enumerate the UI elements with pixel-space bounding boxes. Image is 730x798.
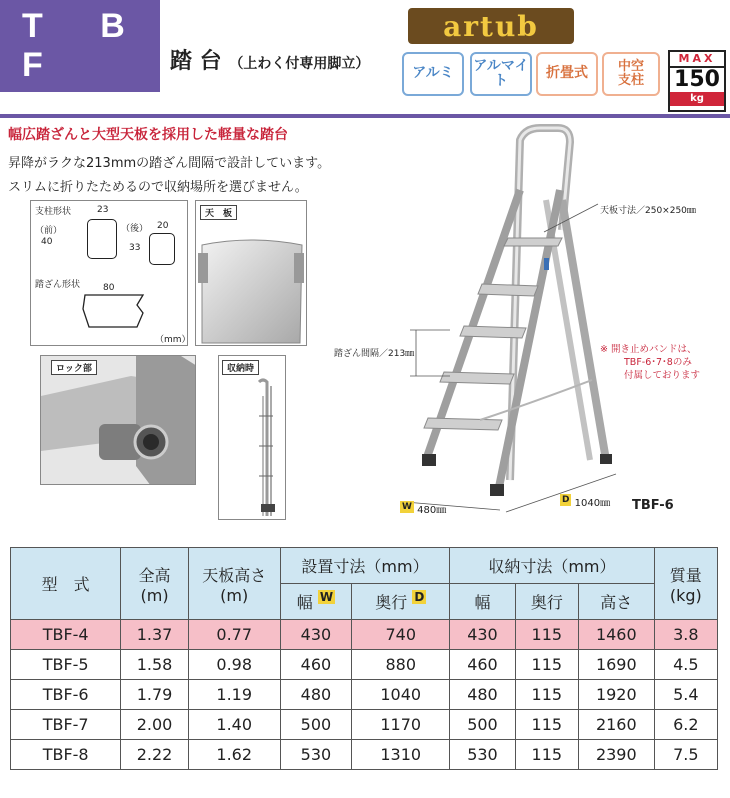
width-value: 480㎜ (417, 505, 447, 516)
top-plate-label: 天 板 (200, 205, 237, 220)
ladder-diagram (330, 120, 730, 530)
description-line-2: スリムに折りたためるので収納場所を選びません。 (8, 180, 308, 195)
table-row (11, 710, 718, 740)
header-weight-unit: (kg) (669, 585, 702, 605)
lock-part-label: ロック部 (51, 360, 97, 375)
table-cell: 530 (280, 740, 352, 770)
header-weight-label: 質量 (669, 565, 702, 585)
max-load-badge (668, 50, 726, 112)
table-row (11, 620, 718, 650)
header-install: 設置寸法（mm） (280, 548, 450, 584)
title-main: 踏 台 (170, 49, 222, 74)
top-plate-photo (196, 231, 306, 345)
table-cell: 5.4 (654, 680, 717, 710)
table-cell: 115 (515, 620, 578, 650)
header-install-depth-label: 奥行 (375, 593, 408, 612)
model-code: T B F (0, 0, 160, 92)
front-label: （前） (35, 226, 63, 236)
badge-hollow-line2: 支柱 (617, 73, 644, 88)
table-cell: 430 (280, 620, 352, 650)
table-cell: TBF-4 (11, 620, 121, 650)
description-line-1: 昇降がラクな213mmの踏ざん間隔で設計しています。 (8, 156, 331, 171)
header-top-height-label: 天板高さ (202, 565, 267, 585)
profile-shapes-panel (30, 200, 191, 346)
depth-dimension (560, 494, 610, 509)
stowed-label: 収納時 (222, 360, 259, 375)
step-width: 80 (103, 283, 115, 293)
table-cell: 1310 (352, 740, 450, 770)
divider (0, 114, 730, 118)
table-cell: 6.2 (654, 710, 717, 740)
table-row (11, 740, 718, 770)
header-height-label: 全高 (138, 565, 171, 585)
max-unit: kg (670, 92, 724, 106)
stowed-panel (218, 355, 286, 520)
front-width: 23 (97, 205, 109, 215)
table-cell: TBF-8 (11, 740, 121, 770)
d-tag: D (414, 590, 425, 604)
table-cell: 0.98 (188, 650, 280, 680)
brand-logo: artub (408, 8, 574, 44)
header-install-width-label: 幅 (296, 593, 313, 612)
table-cell: 1.58 (121, 650, 188, 680)
table-cell: 2160 (579, 710, 655, 740)
badge-hollow-pillar (602, 52, 660, 96)
product-title (170, 44, 369, 75)
table-cell: 115 (515, 680, 578, 710)
tagline: 幅広踏ざんと大型天板を採用した軽量な踏台 (8, 127, 288, 143)
table-cell: TBF-5 (11, 650, 121, 680)
table-cell: 1.62 (188, 740, 280, 770)
band-note-line-1: ※ 開き止めバンドは、 (600, 344, 697, 355)
lock-part-panel (40, 355, 196, 485)
table-cell: 500 (450, 710, 515, 740)
table-cell: 500 (280, 710, 352, 740)
header-height-unit: (m) (140, 585, 169, 605)
table-cell: 480 (280, 680, 352, 710)
table-cell: 0.77 (188, 620, 280, 650)
band-note-line-2: TBF-6･7･8のみ (624, 357, 692, 368)
top-plate-dimension: 天板寸法／250×250㎜ (600, 206, 696, 216)
table-cell: 115 (515, 710, 578, 740)
table-cell: 115 (515, 650, 578, 680)
table-cell: 740 (352, 620, 450, 650)
table-row (11, 680, 718, 710)
spec-table-body (11, 620, 718, 770)
width-dimension (400, 501, 446, 516)
header-model: 型 式 (11, 548, 121, 620)
header-storage: 収納寸法（mm） (450, 548, 654, 584)
depth-value: 1040㎜ (574, 498, 611, 509)
header-install-width (280, 584, 352, 620)
spec-table (10, 547, 718, 770)
max-value: 150 (674, 67, 720, 92)
diagram-model-label: TBF-6 (632, 498, 674, 513)
table-cell: 115 (515, 740, 578, 770)
table-cell: 2.22 (121, 740, 188, 770)
top-plate-panel (195, 200, 307, 346)
header-install-depth (352, 584, 450, 620)
depth-tag: D (562, 495, 570, 505)
step-shape-label: 踏ざん形状 (35, 280, 81, 290)
table-cell: 1.19 (188, 680, 280, 710)
table-cell: 2.00 (121, 710, 188, 740)
lock-part-photo (41, 356, 196, 485)
badge-alumite: アルマイト (470, 52, 532, 96)
table-cell: 460 (280, 650, 352, 680)
back-width: 20 (157, 221, 169, 231)
band-note (600, 343, 700, 382)
table-cell: 3.8 (654, 620, 717, 650)
table-cell: 1170 (352, 710, 450, 740)
header-storage-width: 幅 (450, 584, 515, 620)
table-cell: 480 (450, 680, 515, 710)
table-cell: 460 (450, 650, 515, 680)
unit-label: （mm） (155, 335, 191, 345)
table-cell: TBF-7 (11, 710, 121, 740)
max-label: MAX (670, 52, 724, 68)
badge-hollow-line1: 中空 (617, 58, 644, 74)
back-label: （後） (121, 224, 149, 234)
header-top-height (188, 548, 280, 620)
stowed-ladder-photo (219, 376, 286, 520)
badge-folding: 折畳式 (536, 52, 598, 96)
table-row (11, 650, 718, 680)
front-height: 40 (41, 237, 53, 247)
header-storage-depth: 奥行 (515, 584, 578, 620)
step-shape (79, 291, 149, 335)
width-tag: W (402, 502, 412, 512)
table-cell: 1040 (352, 680, 450, 710)
w-tag: W (319, 590, 334, 604)
header-storage-height: 高さ (579, 584, 655, 620)
front-pillar-shape (87, 219, 117, 259)
table-cell: 1920 (579, 680, 655, 710)
table-cell: 430 (450, 620, 515, 650)
table-cell: 2390 (579, 740, 655, 770)
table-cell: 880 (352, 650, 450, 680)
table-cell: 530 (450, 740, 515, 770)
step-pitch-dimension: 踏ざん間隔／213㎜ (334, 349, 415, 359)
header-top-height-unit: (m) (220, 585, 249, 605)
badge-aluminum: アルミ (402, 52, 464, 96)
header-height (121, 548, 188, 620)
band-note-line-3: 付属しております (624, 370, 701, 381)
table-cell: 1690 (579, 650, 655, 680)
pillar-shape-label: 支柱形状 (35, 207, 72, 217)
header-weight (654, 548, 717, 620)
title-sub: （上わく付専用脚立） (229, 56, 370, 72)
back-pillar-shape (149, 233, 175, 265)
table-cell: 1.37 (121, 620, 188, 650)
table-cell: 1.40 (188, 710, 280, 740)
table-cell: 7.5 (654, 740, 717, 770)
table-cell: 4.5 (654, 650, 717, 680)
back-height: 33 (129, 243, 141, 253)
table-cell: 1.79 (121, 680, 188, 710)
table-cell: TBF-6 (11, 680, 121, 710)
table-cell: 1460 (579, 620, 655, 650)
